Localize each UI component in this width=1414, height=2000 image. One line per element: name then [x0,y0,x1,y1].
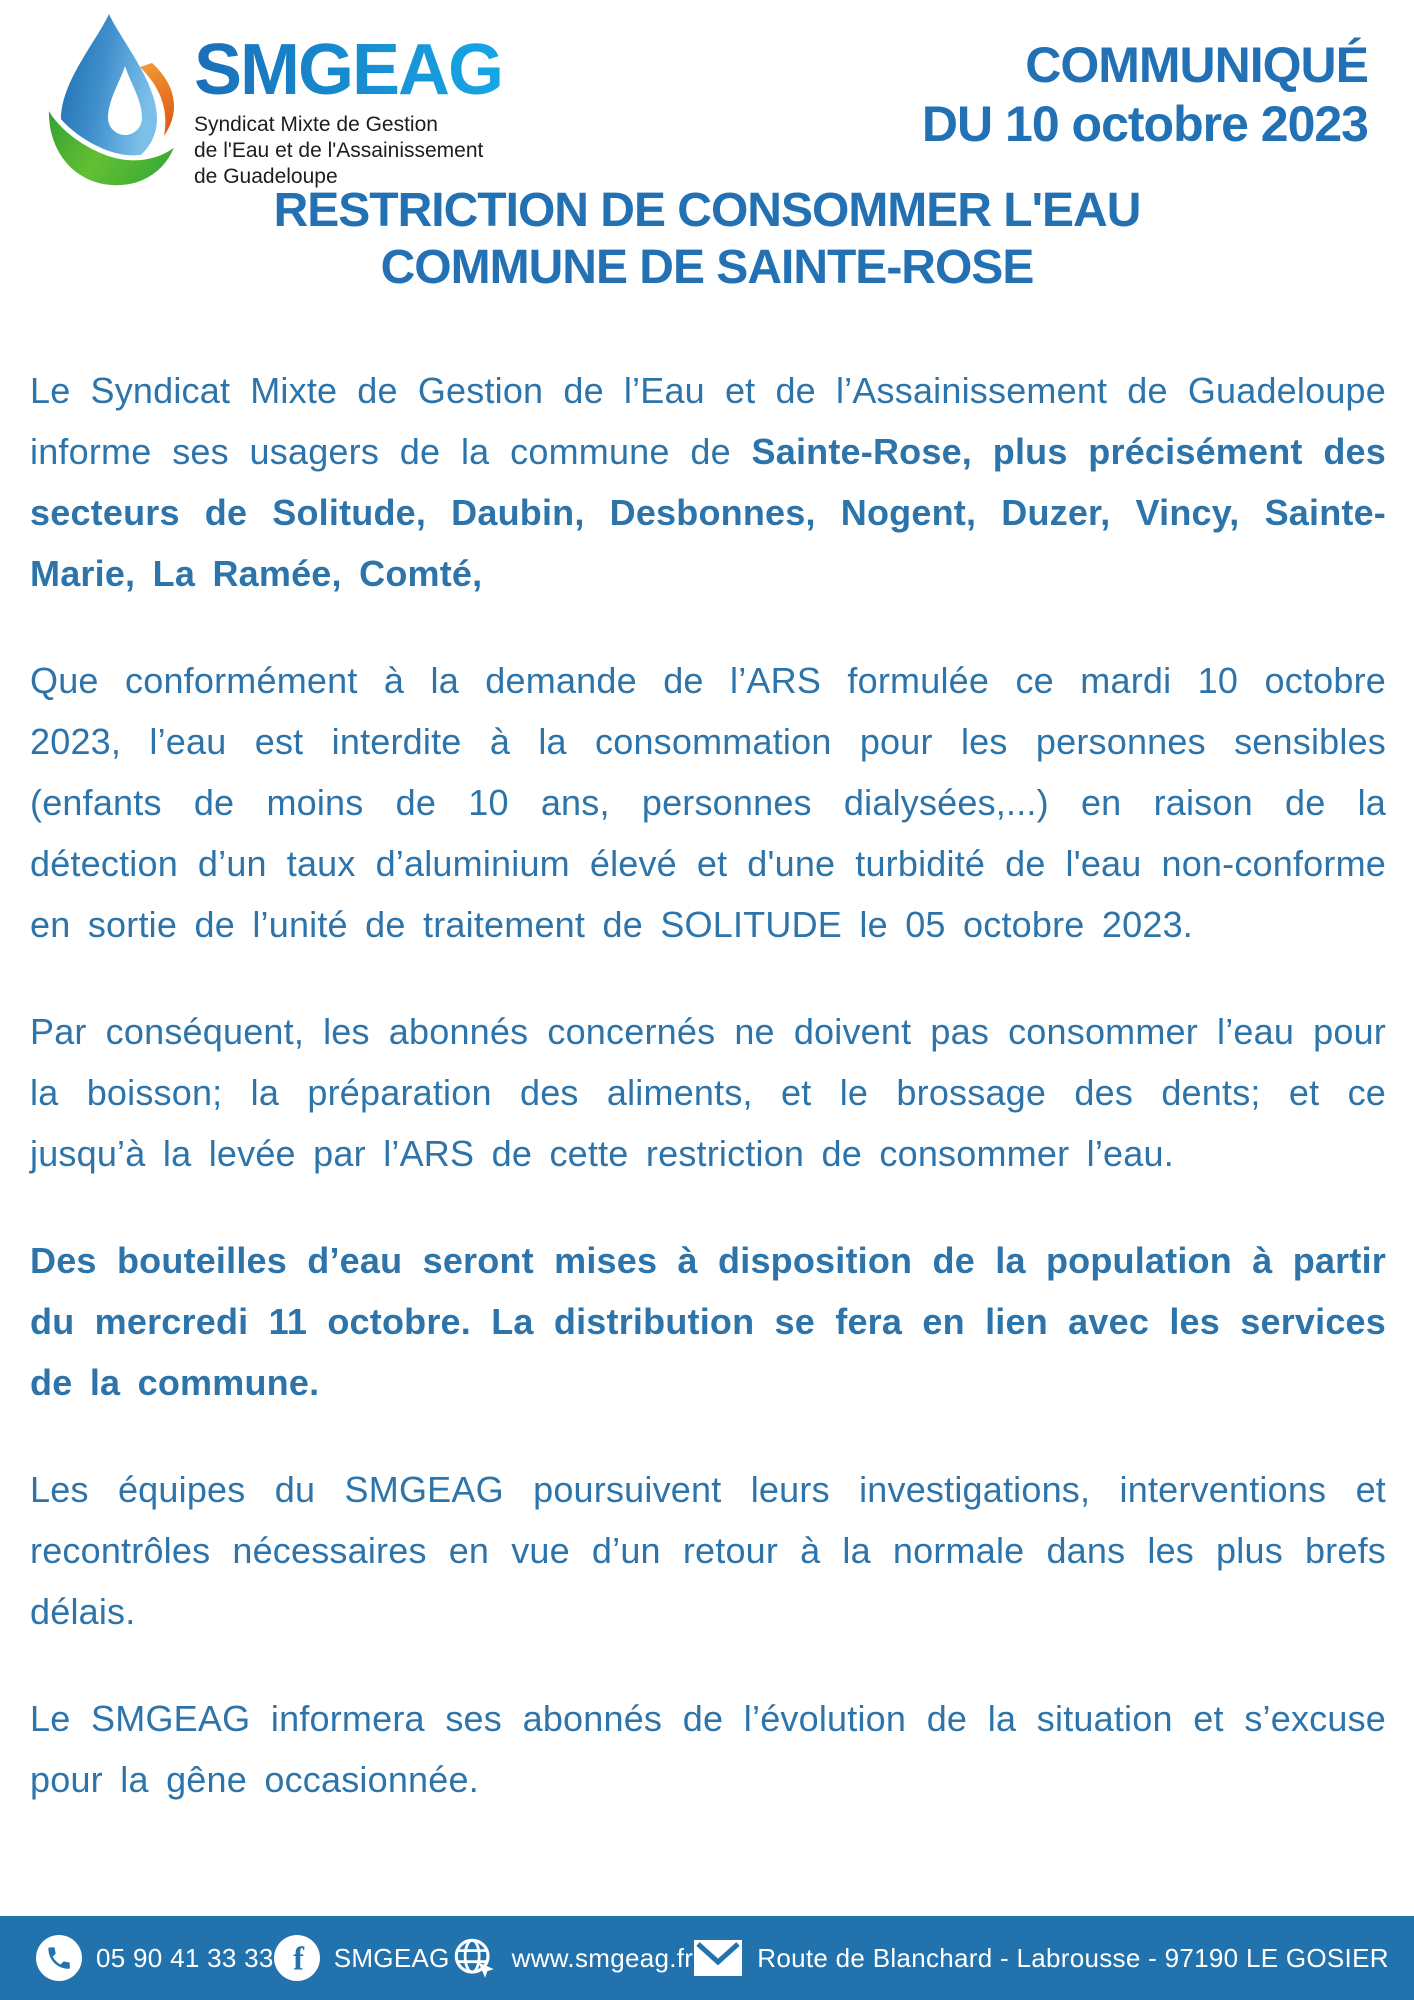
body-text-bold: Des bouteilles d’eau seront mises à disposition de la population à partir du mercredi 11 octobre. La distribution se fera en lien avec les services de la commune. [30,1240,1386,1403]
facebook-icon [274,1935,320,1981]
brand-subtitle-line: de Guadeloupe [194,165,338,188]
brand-name: SMGEAG [194,30,503,110]
globe-icon [450,1934,498,1982]
body-text: Les équipes du SMGEAG poursuivent leurs investigations, interventions et recontrôles nécessaires en vue d’un retour à la normale dans les plus brefs délais. [30,1469,1386,1632]
document-title-line1: RESTRICTION DE CONSOMMER L'EAU [273,184,1141,237]
body-text: Par conséquent, les abonnés concernés ne doivent pas consommer l’eau pour la boisson; la préparation des aliments, et le brossage des dents; et ce jusqu’à la levée par l’ARS de cette restriction de consommer l’eau. [30,1011,1386,1174]
body-paragraph [30,1001,1386,1184]
body-text-bold: Sainte-Rose, plus précisément des secteurs de Solitude, Daubin, Desbonnes, Nogent, Duzer, Vincy, Sainte-Marie, La Ramée, Comté, [30,431,1386,594]
body-paragraph [30,1459,1386,1642]
footer-item [274,1935,450,1981]
document-title [0,182,1414,296]
header [0,0,1414,192]
body-paragraph [30,1230,1386,1413]
document-title-line2: COMMUNE DE SAINTE-ROSE [380,241,1034,294]
body-paragraph [30,1688,1386,1810]
document-body [30,360,1386,1856]
communique-date: DU 10 octobre 2023 [921,96,1368,152]
smgeag-logo [40,12,502,192]
communique-header [922,36,1368,154]
body-text: Que conformément à la demande de l’ARS formulée ce mardi 10 octobre 2023, l’eau est interdite à la consommation pour les personnes sensibles (enfants de moins de 10 ans, personnes dialysées,...) en raison de la détection d’un taux d’aluminium élevé et d'une turbidité de l'eau non-conforme en sortie de l’unité de traitement de SOLITUDE le 05 octobre 2023. [30,660,1386,945]
footer-item [450,1934,694,1982]
brand-subtitle-line: Syndicat Mixte de Gestion [194,113,438,136]
footer-item [693,1938,1389,1978]
svg-text:f: f [292,1941,304,1978]
footer-item-text: 05 90 41 33 33 [96,1942,274,1973]
footer-item-text: Route de Blanchard - Labrousse - 97190 LE GOSIER [757,1942,1389,1973]
envelope-icon [693,1938,743,1978]
logo-text-block [194,30,503,192]
body-paragraph [30,650,1386,955]
body-text: Le Syndicat Mixte de Gestion de l’Eau et de l’Assainissement de Guadeloupe informe ses usagers de la commune de [30,370,1386,472]
body-paragraph [30,360,1386,604]
footer-item-text: www.smgeag.fr [511,1942,694,1973]
footer-item [36,1935,274,1981]
brand-subtitle [194,112,502,190]
water-drop-leaf-logo-icon [40,12,180,192]
body-text: Le SMGEAG informera ses abonnés de l’évolution de la situation et s’excuse pour la gêne occasionnée. [30,1698,1386,1800]
phone-icon [36,1935,82,1981]
footer-bar [0,1916,1414,2000]
communique-label: COMMUNIQUÉ [1025,37,1368,93]
brand-subtitle-line: de l'Eau et de l'Assainissement [194,139,484,162]
footer-item-text: SMGEAG [333,1942,450,1973]
